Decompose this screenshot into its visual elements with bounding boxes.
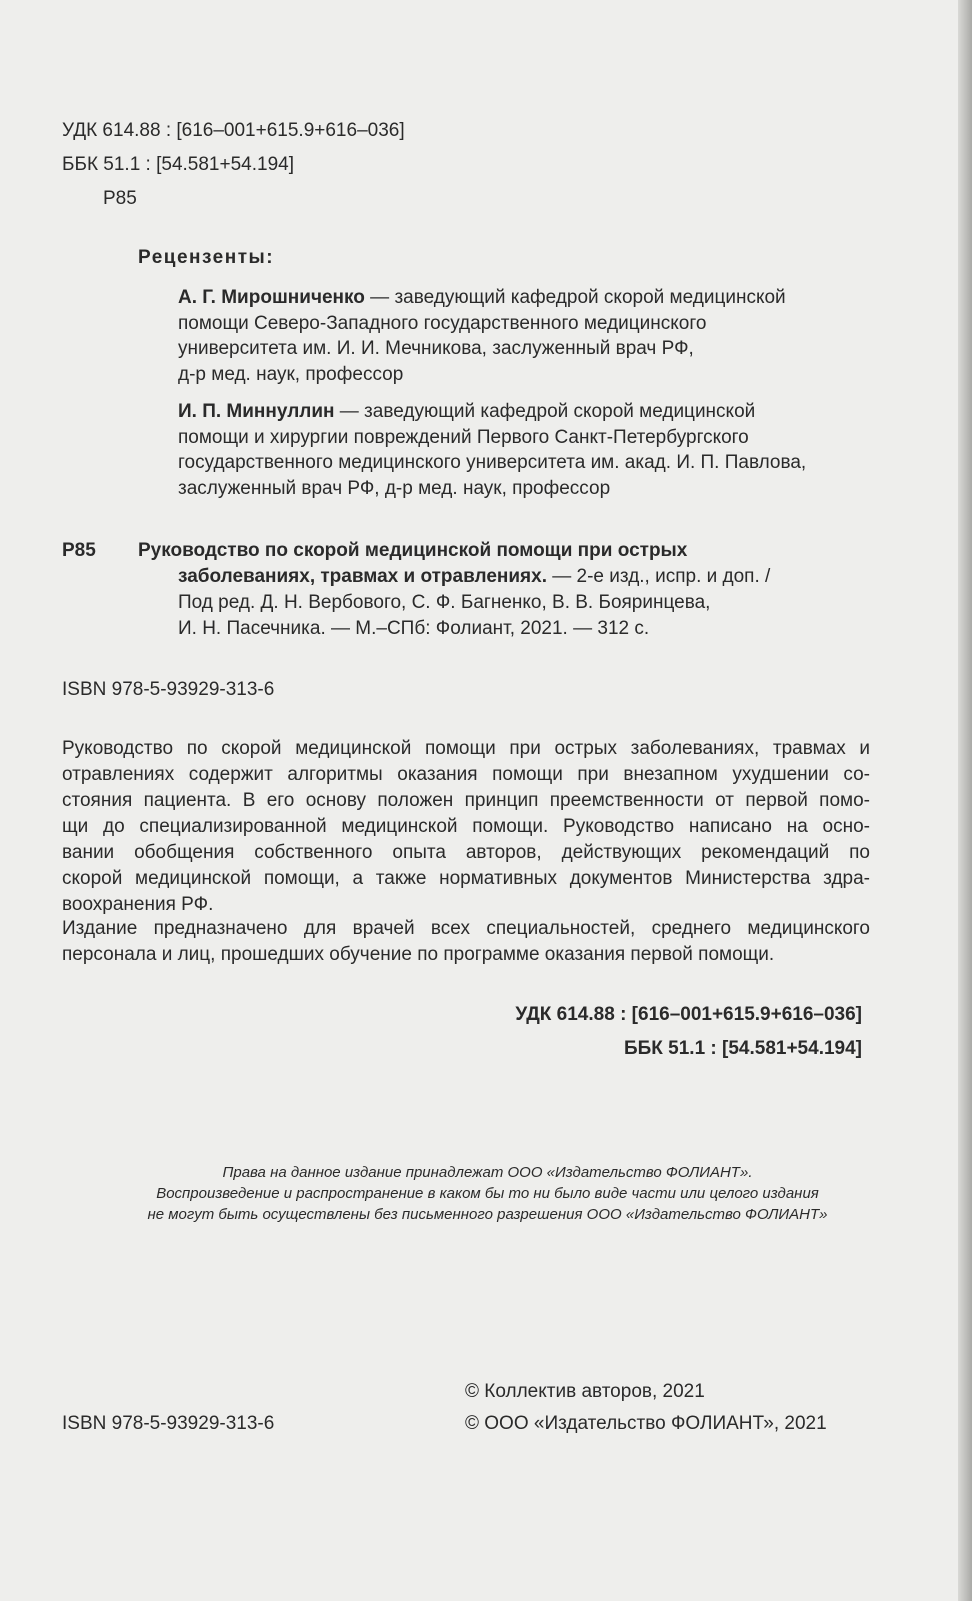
reviewer-2-line: — заведующий кафедрой скорой медицинской [334,401,756,422]
copyright-publisher: © ООО «Издательство ФОЛИАНТ», 2021 [465,1413,827,1434]
reviewer-2-line: помощи и хирургии повреждений Первого Санкт-Петербургского [178,426,749,448]
reviewer-1-line: — заведующий кафедрой скорой медицинской [364,287,786,308]
copyright-authors: © Коллектив авторов, 2021 [465,1381,705,1402]
rights-line: не могут быть осуществлены без письменного разрешения ООО «Издательство ФОЛИАНТ» [147,1206,828,1223]
bib-edition: — 2-е изд., испр. и доп. / [546,566,771,587]
abstract-line: воохранения РФ. [62,894,214,915]
abstract-line: Руководство по скорой медицинской помощи при острых заболеваниях, травмах и [62,738,870,759]
reviewers-title: Рецензенты: [138,247,275,268]
bib-line4: И. Н. Пасечника. — М.–СПб: Фолиант, 2021. — 312 с. [178,618,650,639]
reviewer-1 [178,285,878,387]
abstract-line: отравлениях содержит алгоритмы оказания помощи при внезапном ухудшении со- [62,764,870,785]
isbn-footer: ISBN 978-5-93929-313-6 [62,1413,275,1434]
abstract-line: стояния пациента. В его основу положен принцип преемственности от первой помо- [62,790,870,811]
rights-line: Воспроизведение и распространение в каком бы то ни было виде части или целого издания [156,1185,819,1202]
audience-line: персонала и лиц, прошедших обучение по программе оказания первой помощи. [62,944,775,965]
bbk-header: ББК 51.1 : [54.581+54.194] [62,154,294,175]
reviewer-2-name: И. П. Миннуллин [178,401,335,422]
abstract-line: скорой медицинской помощи, а также нормативных документов Министерства здра- [62,868,870,889]
rights-notice [40,1162,935,1225]
bbk-bottom: ББК 51.1 : [54.581+54.194] [623,1038,862,1059]
abstract [62,736,870,918]
audience-line: Издание предназначено для врачей всех специальностей, среднего медицинского [62,918,870,939]
isbn-top: ISBN 978-5-93929-313-6 [62,679,275,700]
bib-title-line1: Руководство по скорой медицинской помощи при острых [138,540,688,561]
reviewer-2 [178,399,878,501]
reviewer-1-name: А. Г. Мирошниченко [178,287,365,308]
udk-bottom: УДК 614.88 : [616–001+615.9+616–036] [515,1004,862,1025]
page-edge [958,0,972,1601]
audience [62,916,870,968]
bib-title-line2: заболеваниях, травмах и отравлениях. [178,566,547,587]
udk-header: УДК 614.88 : [616–001+615.9+616–036] [62,120,405,141]
bib-line3: Под ред. Д. Н. Вербового, С. Ф. Багненко, В. В. Бояринцева, [178,592,711,613]
reviewer-2-line: заслуженный врач РФ, д-р мед. наук, профессор [178,477,611,499]
reviewer-2-line: государственного медицинского университета им. акад. И. П. Павлова, [178,452,807,473]
abstract-line: щи до специализированной медицинской помощи. Руководство написано на осно- [62,816,870,837]
author-mark: Р85 [103,188,137,209]
abstract-line: вании обобщения собственного опыта авторов, действующих рекомендаций по [62,842,870,863]
reviewer-1-line: помощи Северо-Западного государственного медицинского [178,312,707,334]
bib-mark: Р85 [62,540,96,561]
bib-title-line2-wrap [178,564,770,589]
reviewer-1-line: университета им. И. И. Мечникова, заслуженный врач РФ, [178,338,694,359]
rights-line: Права на данное издание принадлежат ООО «Издательство ФОЛИАНТ». [222,1164,753,1181]
reviewer-1-line: д-р мед. наук, профессор [178,363,404,385]
